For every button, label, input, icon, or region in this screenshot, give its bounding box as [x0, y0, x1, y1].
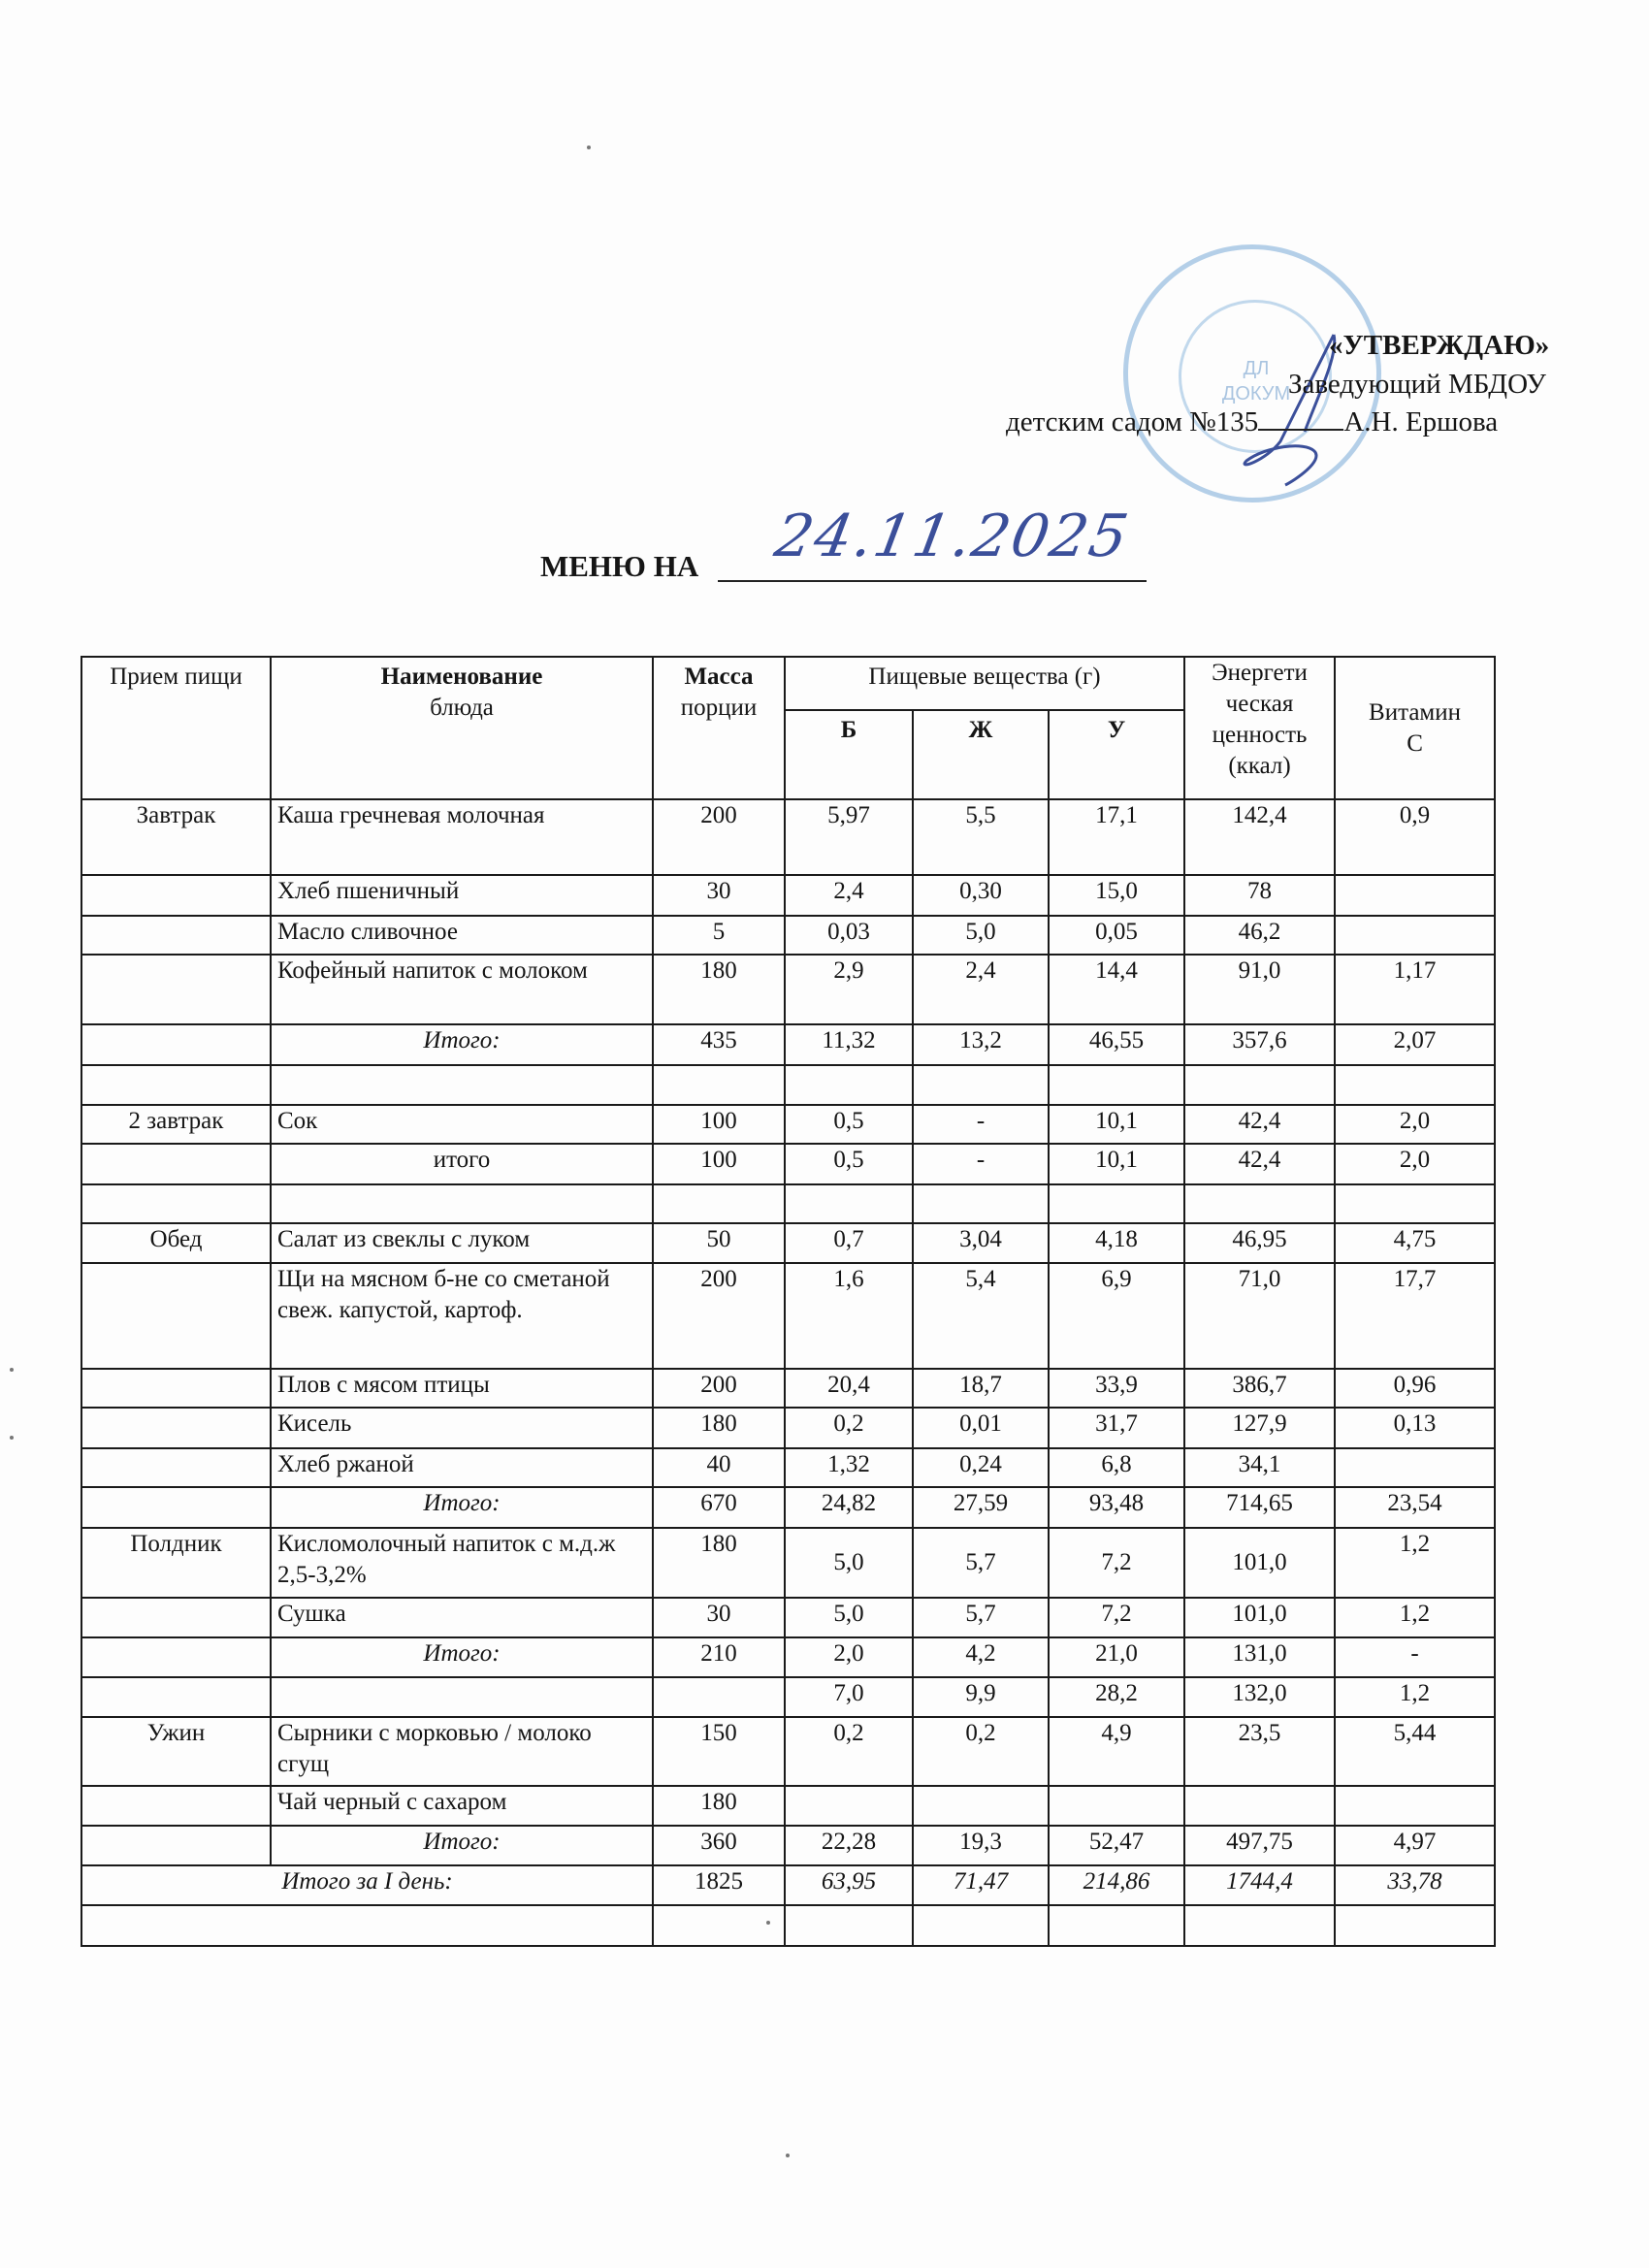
- table-row: [81, 1786, 1495, 1826]
- subtotal-row: [81, 1024, 1495, 1065]
- u-cell: 4,9: [1049, 1717, 1184, 1786]
- vitc-cell: 2,0: [1335, 1144, 1495, 1184]
- dish-name: [271, 1677, 653, 1717]
- meal-cell: [81, 1144, 271, 1184]
- mass-cell: 150: [653, 1717, 785, 1786]
- kcal-cell: [1184, 1786, 1335, 1826]
- col-header-vitamin-c: Витамин С: [1335, 657, 1495, 799]
- u-cell: [1049, 1065, 1184, 1105]
- vitc-cell: [1335, 1786, 1495, 1826]
- vitc-cell: 1,2: [1335, 1528, 1495, 1598]
- subtotal-row: [81, 1826, 1495, 1865]
- empty-cell: [1049, 1905, 1184, 1946]
- dish-name: [271, 1184, 653, 1223]
- zh-cell: 3,04: [913, 1223, 1049, 1263]
- kcal-cell: 71,0: [1184, 1263, 1335, 1369]
- approval-signatory: [1006, 405, 1498, 438]
- table-row: [81, 1598, 1495, 1637]
- b-cell: 22,28: [785, 1826, 913, 1865]
- b-cell: 0,2: [785, 1408, 913, 1448]
- mass-cell: 30: [653, 1598, 785, 1637]
- kcal-cell: 46,2: [1184, 916, 1335, 955]
- u-cell: 21,0: [1049, 1637, 1184, 1677]
- u-cell: 4,18: [1049, 1223, 1184, 1263]
- b-cell: 0,2: [785, 1717, 913, 1786]
- vitc-cell: 0,13: [1335, 1408, 1495, 1448]
- b-cell: 0,7: [785, 1223, 913, 1263]
- vitc-cell: [1335, 1184, 1495, 1223]
- dish-name: Сок: [271, 1105, 653, 1144]
- meal-cell: [81, 1637, 271, 1677]
- zh-cell: 5,0: [913, 916, 1049, 955]
- signature-line: [1258, 405, 1343, 431]
- menu-date: 24.11.2025: [769, 502, 1135, 570]
- subtotal-row: [81, 1487, 1495, 1528]
- b-cell: 1,6: [785, 1263, 913, 1369]
- kcal-cell: 357,6: [1184, 1024, 1335, 1065]
- meal-cell: [81, 1487, 271, 1528]
- mass-cell: [653, 1065, 785, 1105]
- u-cell: 46,55: [1049, 1024, 1184, 1065]
- meal-cell: [81, 916, 271, 955]
- zh-cell: 27,59: [913, 1487, 1049, 1528]
- day-total-mass: 1825: [653, 1865, 785, 1905]
- zh-cell: 4,2: [913, 1637, 1049, 1677]
- vitc-cell: [1335, 1448, 1495, 1487]
- dish-name: Плов с мясом птицы: [271, 1369, 653, 1408]
- b-cell: 5,97: [785, 799, 913, 875]
- empty-cell: [913, 1905, 1049, 1946]
- dish-name: Щи на мясном б-не со сметаной свеж. капустой, картоф.: [271, 1263, 653, 1369]
- b-cell: 1,32: [785, 1448, 913, 1487]
- u-cell: 28,2: [1049, 1677, 1184, 1717]
- menu-body: [81, 799, 1495, 1946]
- col-header-protein: Б: [785, 710, 913, 799]
- subtotal-label: Итого:: [271, 1826, 653, 1865]
- table-row: [81, 1717, 1495, 1786]
- u-cell: 93,48: [1049, 1487, 1184, 1528]
- mass-cell: 200: [653, 799, 785, 875]
- u-cell: 10,1: [1049, 1144, 1184, 1184]
- vitc-cell: [1335, 916, 1495, 955]
- kcal-cell: [1184, 1065, 1335, 1105]
- vitc-cell: [1335, 875, 1495, 916]
- kcal-cell: 42,4: [1184, 1144, 1335, 1184]
- zh-cell: 0,24: [913, 1448, 1049, 1487]
- meal-cell: [81, 955, 271, 1024]
- mass-cell: 670: [653, 1487, 785, 1528]
- meal-cell: Полдник: [81, 1528, 271, 1598]
- day-total-zh: 71,47: [913, 1865, 1049, 1905]
- vitc-cell: 1,2: [1335, 1598, 1495, 1637]
- menu-title: МЕНЮ НА: [540, 549, 699, 583]
- zh-cell: 0,2: [913, 1717, 1049, 1786]
- meal-cell: [81, 1263, 271, 1369]
- meal-cell: [81, 1184, 271, 1223]
- vitc-cell: -: [1335, 1637, 1495, 1677]
- b-cell: 0,5: [785, 1105, 913, 1144]
- col-header-energy: Энергети ческая ценность (ккал): [1184, 657, 1335, 799]
- dish-name: [271, 1065, 653, 1105]
- kcal-cell: 34,1: [1184, 1448, 1335, 1487]
- mass-cell: 200: [653, 1263, 785, 1369]
- mass-cell: 180: [653, 1528, 785, 1598]
- approval-name: А.Н. Ершова: [1343, 406, 1499, 437]
- meal-cell: Завтрак: [81, 799, 271, 875]
- kcal-cell: [1184, 1184, 1335, 1223]
- meal-cell: [81, 1598, 271, 1637]
- dish-name: Кисломолочный напиток с м.д.ж 2,5-3,2%: [271, 1528, 653, 1598]
- day-total-u: 214,86: [1049, 1865, 1184, 1905]
- approval-role: Заведующий МБДОУ: [1288, 369, 1546, 400]
- vitc-cell: 1,17: [1335, 955, 1495, 1024]
- u-cell: 17,1: [1049, 799, 1184, 875]
- col-header-dish: Наименование блюда: [271, 657, 653, 799]
- subtotal-label: итого: [271, 1144, 653, 1184]
- col-header-carbs: У: [1049, 710, 1184, 799]
- dish-name: Сушка: [271, 1598, 653, 1637]
- mass-cell: 40: [653, 1448, 785, 1487]
- vitc-cell: 5,44: [1335, 1717, 1495, 1786]
- vitc-cell: 4,97: [1335, 1826, 1495, 1865]
- table-row: [81, 1223, 1495, 1263]
- kcal-cell: 127,9: [1184, 1408, 1335, 1448]
- b-cell: 7,0: [785, 1677, 913, 1717]
- meal-cell: [81, 1065, 271, 1105]
- table-row: [81, 1448, 1495, 1487]
- empty-row: [81, 1905, 1495, 1946]
- mass-cell: 50: [653, 1223, 785, 1263]
- meal-cell: [81, 1369, 271, 1408]
- table-row: [81, 1263, 1495, 1369]
- kcal-cell: 78: [1184, 875, 1335, 916]
- u-cell: 6,8: [1049, 1448, 1184, 1487]
- dish-name: Салат из свеклы с луком: [271, 1223, 653, 1263]
- b-cell: [785, 1065, 913, 1105]
- b-cell: 5,0: [785, 1598, 913, 1637]
- u-cell: 6,9: [1049, 1263, 1184, 1369]
- kcal-cell: 142,4: [1184, 799, 1335, 875]
- zh-cell: 0,30: [913, 875, 1049, 916]
- empty-cell: [1335, 1905, 1495, 1946]
- zh-cell: -: [913, 1144, 1049, 1184]
- vitc-cell: [1335, 1065, 1495, 1105]
- dish-name: Сырники с морковью / молоко сгущ: [271, 1717, 653, 1786]
- zh-cell: 5,5: [913, 799, 1049, 875]
- kcal-cell: 101,0: [1184, 1528, 1335, 1598]
- vitc-cell: 1,2: [1335, 1677, 1495, 1717]
- u-cell: [1049, 1184, 1184, 1223]
- meal-cell: [81, 1408, 271, 1448]
- meal-cell: [81, 1024, 271, 1065]
- u-cell: 33,9: [1049, 1369, 1184, 1408]
- day-total-row: [81, 1865, 1495, 1905]
- menu-table: [81, 656, 1496, 1947]
- mass-cell: 180: [653, 955, 785, 1024]
- dish-name: Чай черный с сахаром: [271, 1786, 653, 1826]
- mass-cell: [653, 1184, 785, 1223]
- mass-cell: 180: [653, 1786, 785, 1826]
- empty-row: [81, 1184, 1495, 1223]
- empty-cell: [653, 1905, 785, 1946]
- u-cell: 15,0: [1049, 875, 1184, 916]
- u-cell: 52,47: [1049, 1826, 1184, 1865]
- kcal-cell: 46,95: [1184, 1223, 1335, 1263]
- meal-cell: Обед: [81, 1223, 271, 1263]
- subtotal-row: [81, 1637, 1495, 1677]
- subtotal-row: [81, 1144, 1495, 1184]
- u-cell: 14,4: [1049, 955, 1184, 1024]
- vitc-cell: 0,96: [1335, 1369, 1495, 1408]
- day-total-label: Итого за I день:: [81, 1865, 653, 1905]
- col-header-mass: Масса порции: [653, 657, 785, 799]
- b-cell: 11,32: [785, 1024, 913, 1065]
- mass-cell: 360: [653, 1826, 785, 1865]
- b-cell: 24,82: [785, 1487, 913, 1528]
- mass-cell: 30: [653, 875, 785, 916]
- empty-row: [81, 1677, 1495, 1717]
- u-cell: 0,05: [1049, 916, 1184, 955]
- meal-cell: [81, 1448, 271, 1487]
- meal-cell: [81, 1826, 271, 1865]
- zh-cell: 5,4: [913, 1263, 1049, 1369]
- dish-name: Кисель: [271, 1408, 653, 1448]
- day-total-kcal: 1744,4: [1184, 1865, 1335, 1905]
- b-cell: 0,5: [785, 1144, 913, 1184]
- day-total-vitc: 33,78: [1335, 1865, 1495, 1905]
- u-cell: 10,1: [1049, 1105, 1184, 1144]
- b-cell: 2,4: [785, 875, 913, 916]
- mass-cell: 200: [653, 1369, 785, 1408]
- header-row-1: [81, 657, 1495, 710]
- u-cell: 7,2: [1049, 1598, 1184, 1637]
- zh-cell: 18,7: [913, 1369, 1049, 1408]
- zh-cell: 2,4: [913, 955, 1049, 1024]
- kcal-cell: 101,0: [1184, 1598, 1335, 1637]
- u-cell: [1049, 1786, 1184, 1826]
- mass-cell: 180: [653, 1408, 785, 1448]
- meal-cell: [81, 875, 271, 916]
- mass-cell: 100: [653, 1105, 785, 1144]
- approval-org: детским садом №135: [1006, 406, 1259, 437]
- table-row: [81, 955, 1495, 1024]
- dish-name: Хлеб пшеничный: [271, 875, 653, 916]
- dish-name: Каша гречневая молочная: [271, 799, 653, 875]
- mass-cell: 100: [653, 1144, 785, 1184]
- empty-cell: [785, 1905, 913, 1946]
- vitc-cell: 17,7: [1335, 1263, 1495, 1369]
- dish-name: Масло сливочное: [271, 916, 653, 955]
- b-cell: 5,0: [785, 1528, 913, 1598]
- zh-cell: [913, 1065, 1049, 1105]
- zh-cell: -: [913, 1105, 1049, 1144]
- dish-name: Хлеб ржаной: [271, 1448, 653, 1487]
- table-row: [81, 1408, 1495, 1448]
- zh-cell: 0,01: [913, 1408, 1049, 1448]
- kcal-cell: 386,7: [1184, 1369, 1335, 1408]
- dish-name: Кофейный напиток с молоком: [271, 955, 653, 1024]
- table-row: [81, 1369, 1495, 1408]
- subtotal-label: Итого:: [271, 1487, 653, 1528]
- subtotal-label: Итого:: [271, 1637, 653, 1677]
- zh-cell: 5,7: [913, 1528, 1049, 1598]
- empty-cell: [81, 1905, 653, 1946]
- stamp-text: ДЛ ДОКУМ: [1221, 358, 1291, 405]
- day-total-b: 63,95: [785, 1865, 913, 1905]
- table-row: [81, 916, 1495, 955]
- meal-cell: [81, 1786, 271, 1826]
- kcal-cell: 23,5: [1184, 1717, 1335, 1786]
- kcal-cell: 714,65: [1184, 1487, 1335, 1528]
- u-cell: 7,2: [1049, 1528, 1184, 1598]
- col-header-nutrients: Пищевые вещества (г): [785, 657, 1184, 710]
- mass-cell: 5: [653, 916, 785, 955]
- mass-cell: [653, 1677, 785, 1717]
- b-cell: [785, 1786, 913, 1826]
- zh-cell: 13,2: [913, 1024, 1049, 1065]
- meal-cell: [81, 1677, 271, 1717]
- vitc-cell: 23,54: [1335, 1487, 1495, 1528]
- table-row: [81, 1528, 1495, 1598]
- zh-cell: [913, 1786, 1049, 1826]
- zh-cell: 9,9: [913, 1677, 1049, 1717]
- approval-title: «УТВЕРЖДАЮ»: [1329, 330, 1550, 361]
- zh-cell: 5,7: [913, 1598, 1049, 1637]
- meal-cell: 2 завтрак: [81, 1105, 271, 1144]
- empty-row: [81, 1065, 1495, 1105]
- b-cell: 2,0: [785, 1637, 913, 1677]
- table-row: [81, 799, 1495, 875]
- kcal-cell: 131,0: [1184, 1637, 1335, 1677]
- zh-cell: 19,3: [913, 1826, 1049, 1865]
- table-row: [81, 875, 1495, 916]
- u-cell: 31,7: [1049, 1408, 1184, 1448]
- vitc-cell: 0,9: [1335, 799, 1495, 875]
- empty-cell: [1184, 1905, 1335, 1946]
- mass-cell: 210: [653, 1637, 785, 1677]
- table-row: [81, 1105, 1495, 1144]
- vitc-cell: 2,0: [1335, 1105, 1495, 1144]
- col-header-meal: Прием пищи: [81, 657, 271, 799]
- date-underline: [718, 580, 1147, 582]
- b-cell: 0,03: [785, 916, 913, 955]
- kcal-cell: 91,0: [1184, 955, 1335, 1024]
- vitc-cell: 4,75: [1335, 1223, 1495, 1263]
- vitc-cell: 2,07: [1335, 1024, 1495, 1065]
- b-cell: [785, 1184, 913, 1223]
- kcal-cell: 497,75: [1184, 1826, 1335, 1865]
- col-header-fat: Ж: [913, 710, 1049, 799]
- b-cell: 2,9: [785, 955, 913, 1024]
- kcal-cell: 42,4: [1184, 1105, 1335, 1144]
- b-cell: 20,4: [785, 1369, 913, 1408]
- kcal-cell: 132,0: [1184, 1677, 1335, 1717]
- meal-cell: Ужин: [81, 1717, 271, 1786]
- mass-cell: 435: [653, 1024, 785, 1065]
- zh-cell: [913, 1184, 1049, 1223]
- subtotal-label: Итого:: [271, 1024, 653, 1065]
